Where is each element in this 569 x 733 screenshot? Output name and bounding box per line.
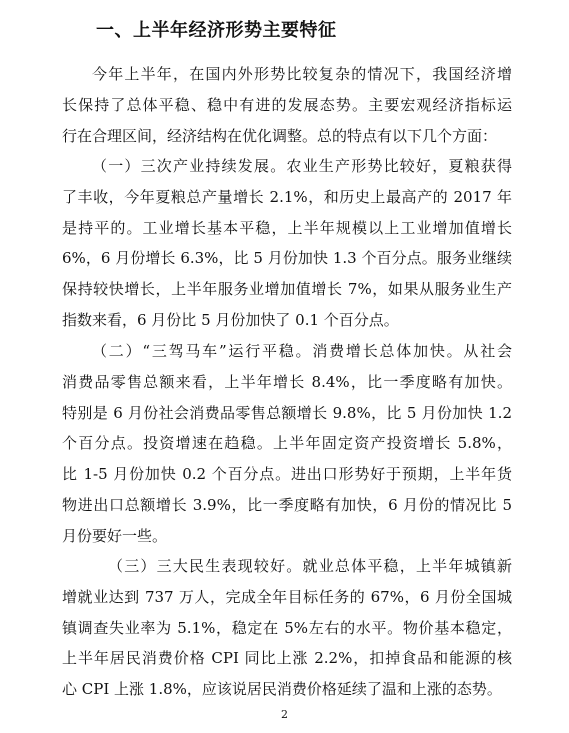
- text-line: 长保持了总体平稳、稳中有进的发展态势。主要宏观经济指标运: [62, 95, 512, 114]
- text-line: 是持平的。工业增长基本平稳，上半年规模以上工业增加值增长: [62, 218, 512, 237]
- text-line: 增就业达到 737 万人，完成全年目标任务的 67%，6 月份全国城: [62, 587, 512, 606]
- text-line: （二）“三驾马车”运行平稳。消费增长总体加快。从社会: [92, 342, 512, 360]
- text-line: 指数来看，6 月份比 5 月份加快了 0.1 个百分点。: [62, 310, 399, 329]
- text-line: 了丰收，今年夏粮总产量增长 2.1%，和历史上最高产的 2017 年: [62, 187, 512, 206]
- paragraph-three-carriages: [62, 336, 512, 552]
- section-heading: 一、上半年经济形势主要特征: [96, 20, 337, 41]
- text-line: 行在合理区间，经济结构在优化调整。总的特点有以下几个方面：: [62, 126, 498, 145]
- paragraph-livelihood: [62, 551, 512, 705]
- paragraph-intro: [62, 59, 512, 151]
- text-line: 月份要好一些。: [62, 526, 168, 545]
- text-line: 个百分点。投资增速在趋稳。上半年固定资产投资增长 5.8%，: [62, 434, 512, 453]
- text-line: 消费品零售总额来看，上半年增长 8.4%，比一季度略有加快。: [62, 372, 512, 391]
- text-line: 镇调查失业率为 5.1%，稳定在 5%左右的水平。物价基本稳定，: [62, 618, 512, 637]
- text-line: 物进出口总额增长 3.9%，比一季度略有加快，6 月份的情况比 5: [62, 495, 512, 514]
- text-line: 6%，6 月份增长 6.3%，比 5 月份加快 1.3 个百分点。服务业继续: [62, 249, 512, 268]
- text-line: （一）三次产业持续发展。农业生产形势比较好，夏粮获得: [92, 157, 512, 175]
- paragraph-industry: [62, 151, 512, 336]
- text-line: 今年上半年，在国内外形势比较复杂的情况下，我国经济增: [92, 65, 512, 83]
- text-line: （三）三大民生表现较好。就业总体平稳，上半年城镇新: [108, 557, 512, 575]
- text-line: 心 CPI 上涨 1.8%，应该说居民消费价格延续了温和上涨的态势。: [62, 680, 502, 699]
- page-number: 2: [281, 708, 288, 721]
- text-line: 上半年居民消费价格 CPI 同比上涨 2.2%，扣掉食品和能源的核: [62, 649, 512, 668]
- text-line: 保持较快增长，上半年服务业增加值增长 7%，如果从服务业生产: [62, 280, 512, 299]
- text-line: 比 1-5 月份加快 0.2 个百分点。进出口形势好于预期，上半年货: [62, 465, 512, 484]
- text-line: 特别是 6 月份社会消费品零售总额增长 9.8%，比 5 月份加快 1.2: [62, 403, 512, 422]
